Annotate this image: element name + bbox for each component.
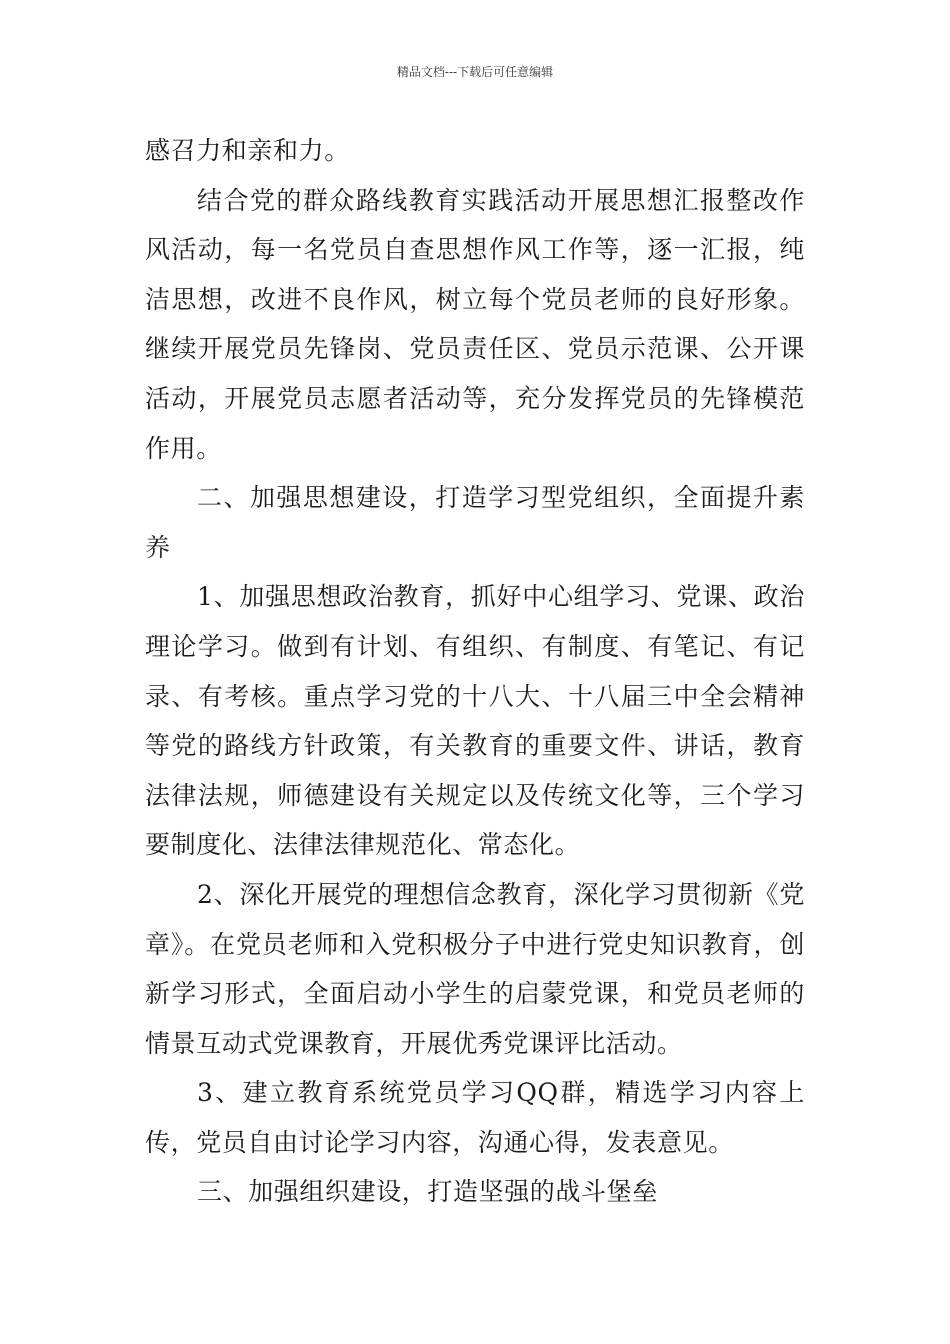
paragraph: 1、加强思想政治教育，抓好中心组学习、党课、政治理论学习。做到有计划、有组织、有制度、有笔记、有记录、有考核。重点学习党的十八大、十八届三中全会精神等党的路线方针政策，有关教育的重要文件、讲话，教育法律法规，师德建设有关规定以及传统文化等，三个学习要制度化、法律法律规范化、常态化。 [145, 582, 805, 860]
page-header: 精品文档---下载后可任意编辑 [396, 65, 554, 79]
section-heading: 二、加强思想建设，打造学习型党组织，全面提升素养 [145, 483, 805, 562]
section-heading: 三、加强组织建设，打造坚强的战斗堡垒 [197, 1177, 658, 1207]
paragraph: 感召力和亲和力。 [145, 136, 350, 165]
paragraph: 3、建立教育系统党员学习QQ群，精选学习内容上传，党员自由讨论学习内容，沟通心得，发表意见。 [145, 1078, 805, 1157]
document-body [145, 126, 805, 1217]
paragraph: 结合党的群众路线教育实践活动开展思想汇报整改作风活动，每一名党员自查思想作风工作等，逐一汇报，纯洁思想，改进不良作风，树立每个党员老师的良好形象。继续开展党员先锋岗、党员责任区、党员示范课、公开课活动，开展党员志愿者活动等，充分发挥党员的先锋模范作用。 [145, 185, 805, 463]
paragraph: 2、深化开展党的理想信念教育，深化学习贯彻新《党章》。在党员老师和入党积极分子中进行党史知识教育，创新学习形式，全面启动小学生的启蒙党课，和党员老师的情景互动式党课教育，开展优秀党课评比活动。 [145, 879, 805, 1058]
